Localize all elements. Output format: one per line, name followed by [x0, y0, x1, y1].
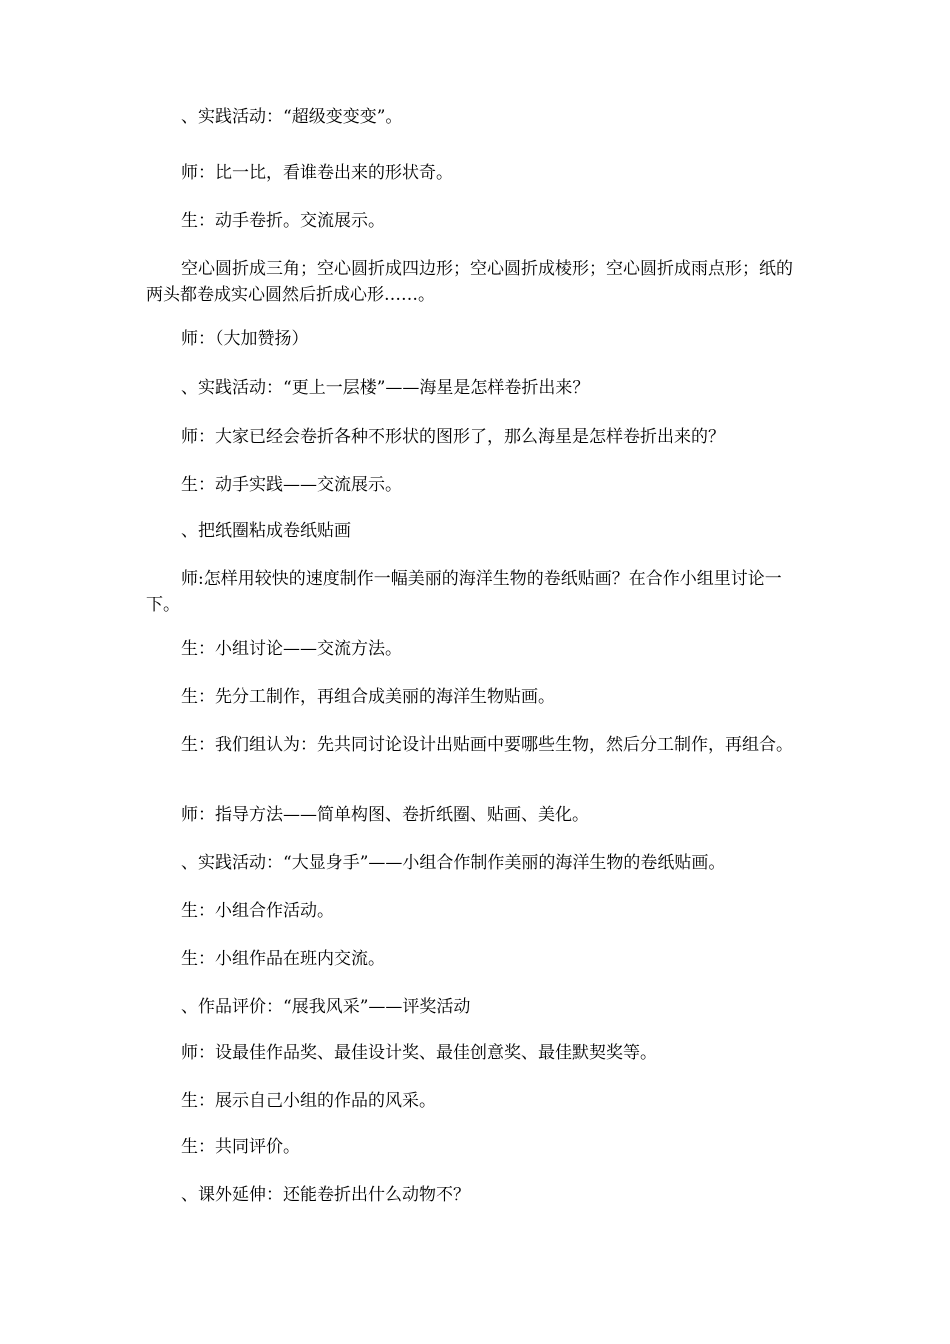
paragraph-8: 生：动手实践——交流展示。 [181, 475, 402, 495]
paragraph-20: 生：展示自己小组的作品的风采。 [181, 1091, 436, 1111]
paragraph-17: 生：小组作品在班内交流。 [181, 949, 385, 969]
paragraph-19: 师：设最佳作品奖、最佳设计奖、最佳创意奖、最佳默契奖等。 [181, 1043, 657, 1063]
paragraph-18: 、作品评价：“展我风采”——评奖活动 [181, 997, 471, 1017]
paragraph-9: 、把纸圈粘成卷纸贴画 [181, 521, 351, 541]
paragraph-1: 、实践活动：“超级变变变”。 [181, 107, 403, 127]
paragraph-21: 生：共同评价。 [181, 1137, 300, 1157]
paragraph-11: 生：小组讨论——交流方法。 [181, 639, 402, 659]
paragraph-10: 师:怎样用较快的速度制作一幅美丽的海洋生物的卷纸贴画？在合作小组里讨论一下。 [146, 569, 782, 615]
paragraph-7: 师：大家已经会卷折各种不形状的图形了，那么海星是怎样卷折出来的？ [181, 427, 725, 447]
paragraph-2: 师：比一比，看谁卷出来的形状奇。 [181, 163, 453, 183]
paragraph-3: 生：动手卷折。交流展示。 [181, 211, 385, 231]
paragraph-14: 师：指导方法——简单构图、卷折纸圈、贴画、美化。 [181, 805, 589, 825]
paragraph-22: 、课外延伸：还能卷折出什么动物不？ [181, 1185, 470, 1205]
paragraph-12: 生：先分工制作，再组合成美丽的海洋生物贴画。 [181, 687, 555, 707]
paragraph-13: 生：我们组认为：先共同讨论设计出贴画中要哪些生物，然后分工制作，再组合。 [181, 735, 793, 755]
paragraph-5: 师：（大加赞扬） [181, 329, 309, 349]
paragraph-6: 、实践活动：“更上一层楼”——海星是怎样卷折出来？ [181, 378, 590, 398]
paragraph-16: 生：小组合作活动。 [181, 901, 334, 921]
paragraph-4: 空心圆折成三角；空心圆折成四边形；空心圆折成棱形；空心圆折成雨点形；纸的两头都卷成实心圆然后折成心形……。 [146, 259, 793, 305]
paragraph-15: 、实践活动：“大显身手”——小组合作制作美丽的海洋生物的卷纸贴画。 [181, 853, 726, 873]
